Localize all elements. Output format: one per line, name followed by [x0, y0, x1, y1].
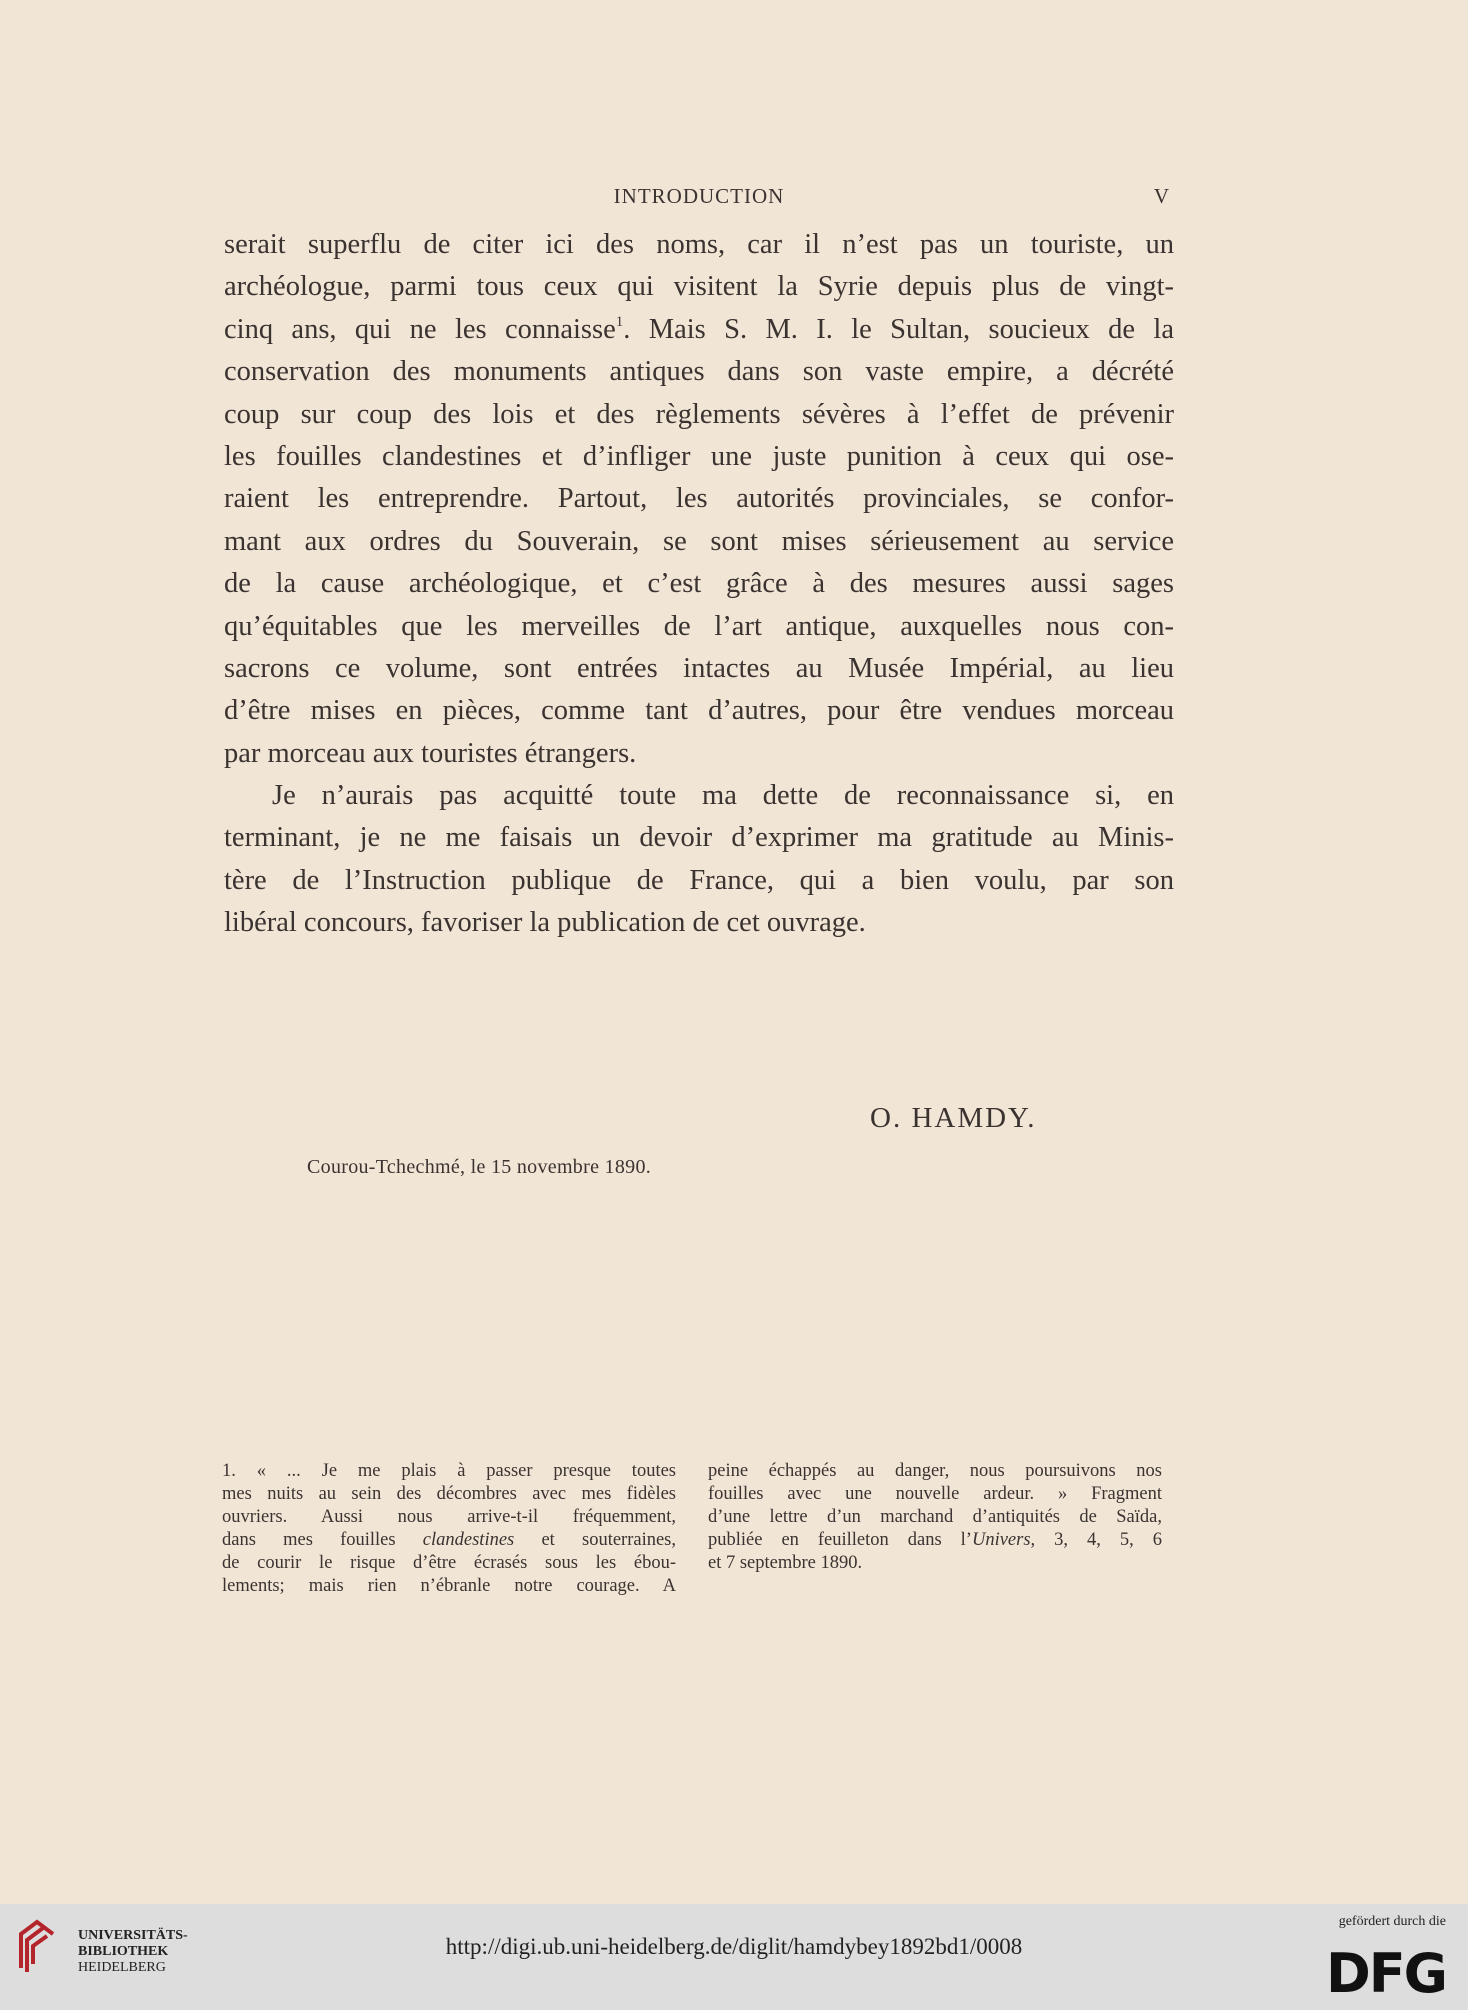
dateline: Courou-Tchechmé, le 15 novembre 1890.	[307, 1156, 652, 1178]
text-line: terminant, je ne me faisais un devoir d’exprimer ma gratitude au Minis-	[224, 822, 1174, 854]
footnote-line: 1. « ... Je me plais à passer presque toutes	[222, 1461, 676, 1481]
text-line: d’être mises en pièces, comme tant d’autres, pour être vendues morceau	[224, 695, 1174, 727]
footnote-line: ouvriers. Aussi nous arrive-t-il fréquemment,	[222, 1507, 676, 1527]
text-line: archéologue, parmi tous ceux qui visitent la Syrie depuis plus de vingt-	[224, 271, 1174, 303]
footnote-line: fouilles avec une nouvelle ardeur. » Fragment	[708, 1484, 1162, 1504]
footnote-line: lements; mais rien n’ébranle notre courage. A	[222, 1576, 676, 1596]
footnote-column-right	[708, 1460, 1162, 1575]
footnote-line: d’une lettre d’un marchand d’antiquités de Saïda,	[708, 1507, 1162, 1527]
text-line: qu’équitables que les merveilles de l’art antique, auxquelles nous con-	[224, 610, 1174, 642]
text-line: conservation des monuments antiques dans son vaste empire, a décrété	[224, 356, 1174, 388]
footnote-line: de courir le risque d’être écrasés sous les ébou-	[222, 1553, 676, 1573]
dfg-logo[interactable]: DFG	[1325, 1942, 1446, 2005]
text-line: Je n’aurais pas acquitté toute ma dette de reconnaissance si, en	[272, 780, 1174, 812]
text-line: mant aux ordres du Souverain, se sont mises sérieusement au service	[224, 525, 1174, 557]
library-name[interactable]: UNIVERSITÄTS- BIBLIOTHEK HEIDELBERG	[78, 1928, 188, 1975]
text-line: de la cause archéologique, et c’est grâce à des mesures aussi sages	[224, 568, 1174, 600]
text-line: libéral concours, favoriser la publication de cet ouvrage.	[224, 907, 866, 939]
footnote-column-left	[222, 1460, 676, 1598]
footnote-line: dans mes fouilles clandestines et souterraines,	[222, 1530, 677, 1550]
text-line: les fouilles clandestines et d’infliger une juste punition à ceux qui ose-	[224, 440, 1174, 472]
page-number: V	[1153, 184, 1170, 208]
text-line: coup sur coup des lois et des règlements sévères à l’effet de prévenir	[224, 398, 1174, 430]
footnote-ref[interactable]: 1	[615, 313, 624, 330]
text-line: par morceau aux touristes étrangers.	[224, 737, 637, 769]
text-line: tère de l’Instruction publique de France, qui a bien voulu, par son	[224, 864, 1174, 896]
footnote-line: publiée en feuilleton dans l’Univers, 3, 4, 5, 6	[708, 1530, 1163, 1550]
permalink-url[interactable]: http://digi.ub.uni-heidelberg.de/diglit/hamdybey1892bd1/0008	[445, 1934, 1023, 1959]
running-title: INTRODUCTION	[613, 184, 785, 208]
footnote-line: et 7 septembre 1890.	[708, 1553, 863, 1573]
running-header	[222, 184, 1176, 214]
body-text	[224, 224, 1174, 945]
funding-caption: gefördert durch die	[1338, 1914, 1446, 1929]
text-line: cinq ans, qui ne les connaisse$^1$. Mais S. M. I. le Sultan, soucieux de la	[224, 313, 1174, 345]
text-line: raient les entreprendre. Partout, les autorités provinciales, se confor-	[224, 483, 1174, 515]
text-line: serait superflu de citer ici des noms, car il n’est pas un touriste, un	[224, 229, 1174, 260]
footnote-line: mes nuits au sein des décombres avec mes fidèles	[222, 1484, 676, 1504]
signature: O. HAMDY.	[870, 1102, 1037, 1134]
footnote-line: peine échappés au danger, nous poursuivons nos	[708, 1461, 1162, 1481]
text-line: sacrons ce volume, sont entrées intactes au Musée Impérial, au lieu	[224, 652, 1174, 684]
